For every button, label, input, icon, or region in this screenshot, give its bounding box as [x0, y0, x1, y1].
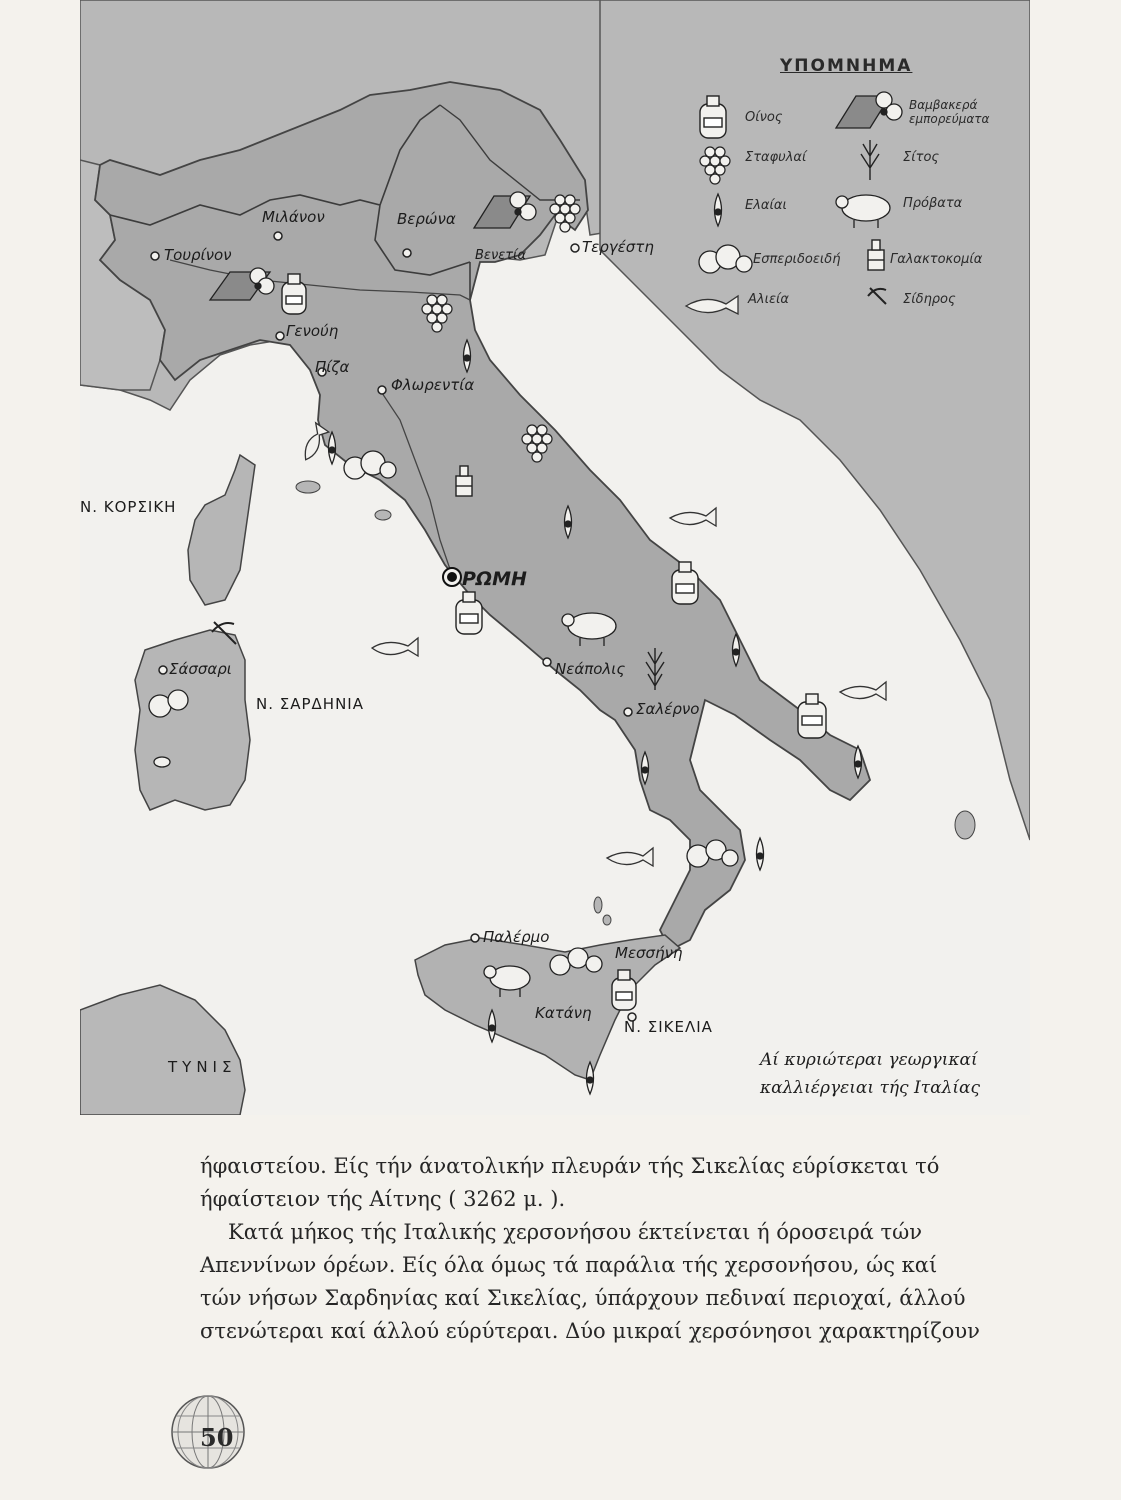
- body-line: ήφαίστειον τής Αίτνης ( 3262 μ. ).: [200, 1187, 566, 1211]
- elba-island: [296, 481, 320, 493]
- olive-icon: [757, 838, 764, 870]
- city-label-pisa: Πίζα: [315, 358, 350, 376]
- legend-label-grapes: Σταφυλαί: [745, 150, 807, 165]
- region-label-sardinia: Ν. ΣΑΡΔΗΝΙΑ: [256, 695, 364, 713]
- verona-marker: [403, 249, 411, 257]
- olive-icon: [733, 634, 740, 666]
- aeolian-island: [603, 915, 611, 925]
- body-line: Απεννίνων όρέων. Είς όλα όμως τά παράλια τής χερσονήσου, ώς καί: [200, 1253, 938, 1277]
- legend-title: ΥΠΟΜΝΗΜΑ: [780, 56, 913, 76]
- city-label-messina: Μεσσήνη: [615, 944, 683, 962]
- olive-icon: [587, 1062, 594, 1094]
- genoa-marker: [276, 332, 284, 340]
- trieste-marker: [571, 244, 579, 252]
- olive-icon: [855, 746, 862, 778]
- map-caption-line1: Αί κυριώτεραι γεωργικαί: [760, 1050, 978, 1070]
- olive-icon: [329, 432, 336, 464]
- olive-icon: [642, 752, 649, 784]
- city-label-salerno: Σαλέρνο: [636, 700, 700, 718]
- salerno-marker: [624, 708, 632, 716]
- small-island: [375, 510, 391, 520]
- legend-label-textile: Βαμβακερά εμπορεύματα: [909, 98, 990, 126]
- legend-label-citrus: Εσπεριδοειδή: [753, 252, 841, 267]
- legend-label-iron: Σίδηρος: [903, 292, 956, 307]
- city-label-genoa: Γενούη: [286, 322, 339, 340]
- legend-label-dairy: Γαλακτοκομία: [890, 252, 983, 267]
- city-label-trieste: Τεργέστη: [582, 238, 654, 256]
- city-label-turin: Τουρίνον: [164, 246, 232, 264]
- legend-label-wheat: Σίτος: [903, 150, 940, 165]
- rome-capital-dot: [447, 572, 457, 582]
- body-line: ήφαιστείου. Είς τήν άνατολικήν πλευράν τής Σικελίας εύρίσκεται τό: [200, 1154, 940, 1178]
- legend-label-olives: Ελαίαι: [745, 198, 787, 213]
- city-label-catania: Κατάνη: [535, 1004, 592, 1022]
- naples-marker: [543, 658, 551, 666]
- region-label-corsica: Ν. ΚΟΡΣΙΚΗ: [80, 498, 177, 516]
- region-label-sicily: Ν. ΣΙΚΕΛΙΑ: [624, 1018, 713, 1036]
- florence-marker: [378, 386, 386, 394]
- sassari-marker: [159, 666, 167, 674]
- city-label-palermo: Παλέρμο: [483, 928, 550, 946]
- city-label-florence: Φλωρεντία: [391, 376, 475, 394]
- body-line: στενώτεραι καί άλλού εύρύτεραι. Δύο μικραί χερσόνησοι χαρακτηρίζουν: [200, 1319, 980, 1343]
- city-label-milan: Μιλάνον: [262, 208, 325, 226]
- page-number: 50: [200, 1423, 234, 1452]
- city-label-sassari: Σάσσαρι: [169, 660, 232, 678]
- palermo-marker: [471, 934, 479, 942]
- adriatic-island: [955, 811, 975, 839]
- body-line: Κατά μήκος τής Ιταλικής χερσονήσου έκτείνεται ή όροσειρά τών: [228, 1220, 923, 1244]
- body-line: τών νήσων Σαρδηνίας καί Σικελίας, ύπάρχουν πεδιναί περιοχαί, άλλού: [200, 1286, 966, 1310]
- sardinia-island: [135, 630, 250, 810]
- legend-label-wine: Οίνος: [745, 110, 783, 125]
- legend-label-fishing: Αλιεία: [748, 292, 789, 307]
- map-caption-line2: καλλιέργειαι τής Ιταλίας: [760, 1078, 981, 1098]
- city-label-rome: ΡΩΜΗ: [462, 568, 527, 590]
- region-label-tunis: ΤΥΝΙΣ: [168, 1058, 237, 1076]
- city-label-naples: Νεάπολις: [555, 660, 626, 678]
- body-text: [200, 1150, 1030, 1348]
- olive-icon: [489, 1010, 496, 1042]
- milan-marker: [274, 232, 282, 240]
- olive-icon: [464, 340, 471, 372]
- citrus-icon: [154, 757, 170, 767]
- legend-label-sheep: Πρόβατα: [903, 196, 963, 211]
- city-label-venice: Βενετία: [475, 248, 527, 263]
- map-frame: [80, 0, 1030, 1115]
- aeolian-island: [594, 897, 602, 913]
- olive-icon: [715, 194, 722, 226]
- turin-marker: [151, 252, 159, 260]
- city-label-verona: Βερώνα: [397, 210, 456, 228]
- italy-map: [80, 0, 1030, 1115]
- olive-icon: [565, 506, 572, 538]
